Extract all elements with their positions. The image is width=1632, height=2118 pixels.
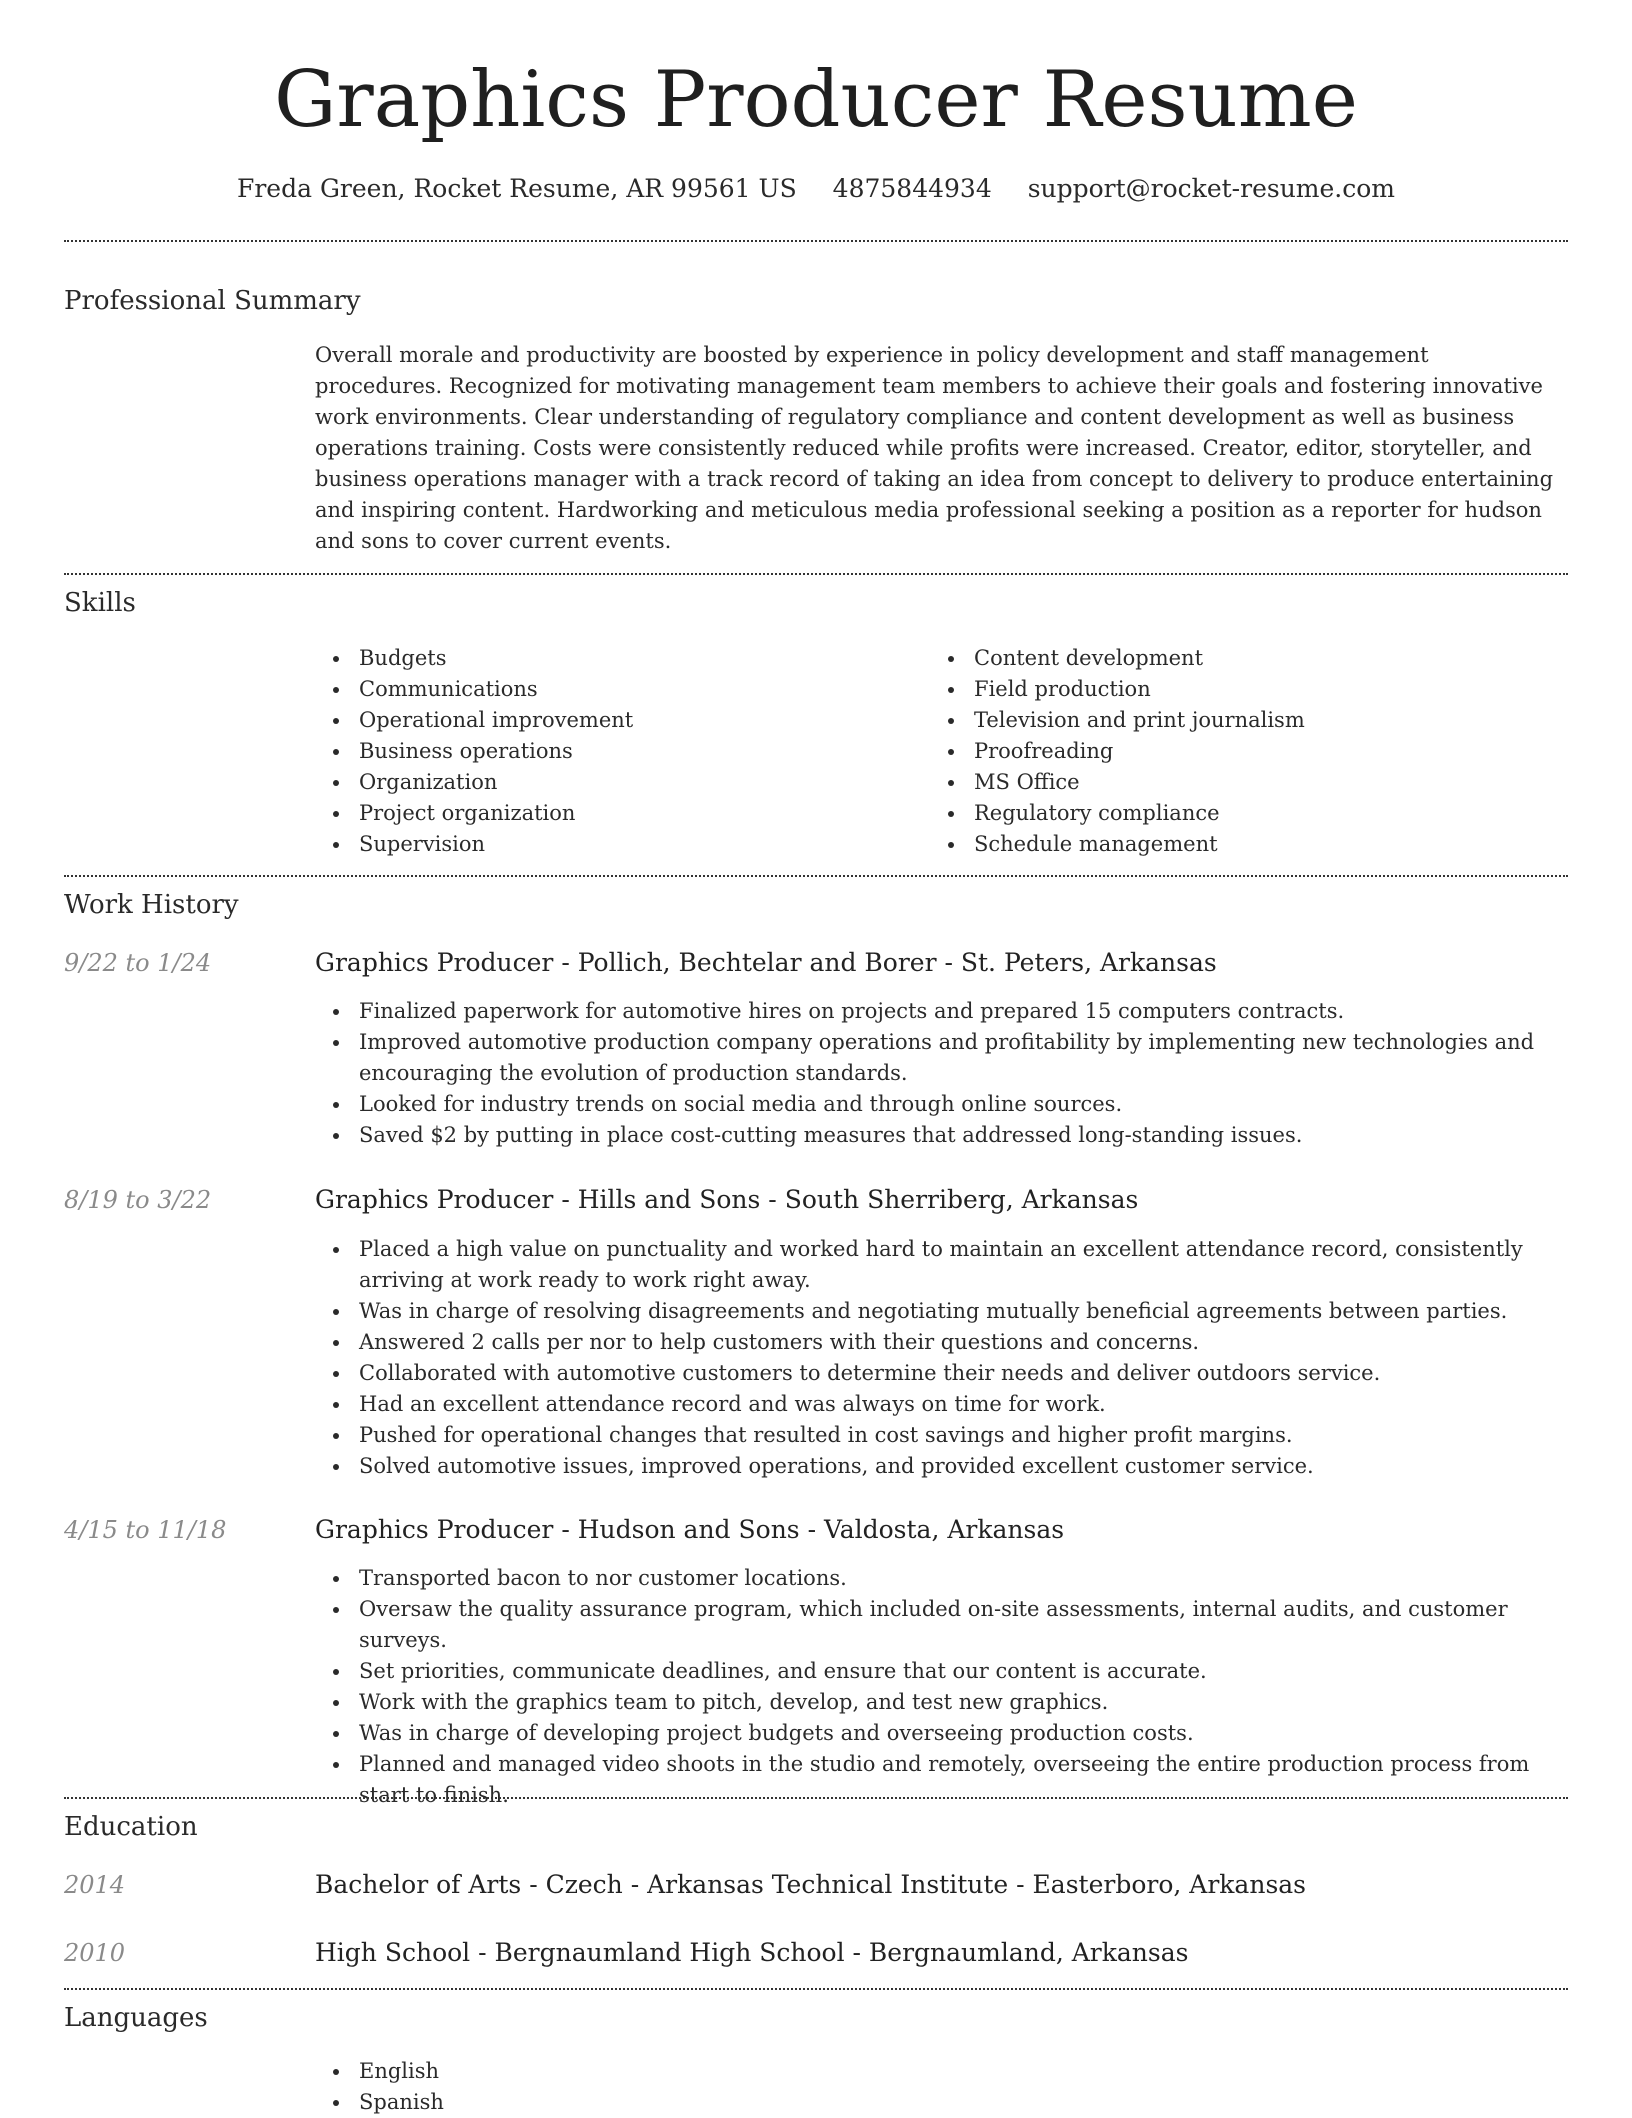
- education-year: 2010: [64, 1939, 126, 1967]
- language-item: Spanish: [315, 2087, 915, 2118]
- skills-list-left: [315, 643, 915, 860]
- job-bullet: Improved automotive production company operations and profitability by implementing new technologies and encouraging the evolution of production standards.: [315, 1027, 1568, 1089]
- job-bullet: Saved $2 by putting in place cost-cutting measures that addressed long-standing issues.: [315, 1120, 1568, 1151]
- skill-item: Schedule management: [930, 829, 1530, 860]
- job-bullet: Planned and managed video shoots in the studio and remotely, overseeing the entire production process from start to finish.: [315, 1749, 1568, 1811]
- work-heading: Work History: [64, 890, 239, 920]
- education-degree: Bachelor of Arts - Czech - Arkansas Technical Institute - Easterboro, Arkansas: [315, 1870, 1307, 1899]
- languages-list: [315, 2056, 915, 2118]
- job-title: Graphics Producer - Hudson and Sons - Valdosta, Arkansas: [315, 1515, 1065, 1544]
- job-bullets: [315, 1234, 1568, 1482]
- job-dates: 8/19 to 3/22: [64, 1186, 212, 1214]
- skills-list-right: [930, 643, 1530, 860]
- language-item: English: [315, 2056, 915, 2087]
- skill-item: Content development: [930, 643, 1530, 674]
- skill-item: Operational improvement: [315, 705, 915, 736]
- job-bullet: Was in charge of resolving disagreements and negotiating mutually beneficial agreements between parties.: [315, 1296, 1568, 1327]
- languages-heading: Languages: [64, 2003, 208, 2033]
- job-bullet: Was in charge of developing project budgets and overseeing production costs.: [315, 1718, 1568, 1749]
- contact-email: support@rocket-resume.com: [1027, 174, 1395, 203]
- job-bullet: Answered 2 calls per nor to help customers with their questions and concerns.: [315, 1327, 1568, 1358]
- skill-item: Field production: [930, 674, 1530, 705]
- skills-heading: Skills: [64, 588, 136, 618]
- job-bullet: Solved automotive issues, improved operations, and provided excellent customer service.: [315, 1451, 1568, 1482]
- skill-item: Supervision: [315, 829, 915, 860]
- job-dates: 9/22 to 1/24: [64, 949, 212, 977]
- divider: [64, 875, 1568, 877]
- job-title: Graphics Producer - Pollich, Bechtelar and Borer - St. Peters, Arkansas: [315, 948, 1217, 977]
- job-bullet: Pushed for operational changes that resulted in cost savings and higher profit margins.: [315, 1420, 1568, 1451]
- skill-item: Television and print journalism: [930, 705, 1530, 736]
- job-bullet: Set priorities, communicate deadlines, and ensure that our content is accurate.: [315, 1656, 1568, 1687]
- summary-text: Overall morale and productivity are boosted by experience in policy development and staff management procedures. Recognized for motivating management team members to achieve their goals and fostering innovative work environments. Clear understanding of regulatory compliance and content development as well as business operations training. Costs were consistently reduced while profits were increased. Creator, editor, storyteller, and business operations manager with a track record of taking an idea from concept to delivery to produce entertaining and inspiring content. Hardworking and meticulous media professional seeking a position as a reporter for hudson and sons to cover current events.: [315, 343, 1554, 553]
- divider: [64, 1797, 1568, 1799]
- contact-phone: 4875844934: [832, 174, 992, 203]
- skill-item: MS Office: [930, 767, 1530, 798]
- skill-item: Regulatory compliance: [930, 798, 1530, 829]
- job-bullet: Work with the graphics team to pitch, develop, and test new graphics.: [315, 1687, 1568, 1718]
- contact-address: Freda Green, Rocket Resume, AR 99561 US: [237, 174, 797, 203]
- job-bullet: Finalized paperwork for automotive hires on projects and prepared 15 computers contracts.: [315, 996, 1568, 1027]
- divider: [64, 240, 1568, 242]
- divider: [64, 573, 1568, 575]
- resume-title: Graphics Producer Resume: [274, 55, 1358, 145]
- contact-line: [64, 172, 1568, 206]
- job-bullet: Had an excellent attendance record and was always on time for work.: [315, 1389, 1568, 1420]
- skill-item: Organization: [315, 767, 915, 798]
- job-dates: 4/15 to 11/18: [64, 1516, 227, 1544]
- job-bullet: Collaborated with automotive customers to determine their needs and deliver outdoors service.: [315, 1358, 1568, 1389]
- skill-item: Communications: [315, 674, 915, 705]
- skill-item: Business operations: [315, 736, 915, 767]
- job-bullets: [315, 1563, 1568, 1811]
- job-bullet: Transported bacon to nor customer locations.: [315, 1563, 1568, 1594]
- education-year: 2014: [64, 1871, 126, 1899]
- job-bullet: Oversaw the quality assurance program, which included on-site assessments, internal audits, and customer surveys.: [315, 1594, 1568, 1656]
- skill-item: Project organization: [315, 798, 915, 829]
- education-heading: Education: [64, 1812, 198, 1842]
- summary-heading: Professional Summary: [64, 286, 361, 316]
- job-bullets: [315, 996, 1568, 1151]
- education-degree: High School - Bergnaumland High School - Bergnaumland, Arkansas: [315, 1938, 1189, 1967]
- skill-item: Budgets: [315, 643, 915, 674]
- skill-item: Proofreading: [930, 736, 1530, 767]
- job-bullet: Placed a high value on punctuality and worked hard to maintain an excellent attendance record, consistently arriving at work ready to work right away.: [315, 1234, 1568, 1296]
- divider: [64, 1988, 1568, 1990]
- job-title: Graphics Producer - Hills and Sons - South Sherriberg, Arkansas: [315, 1185, 1139, 1214]
- job-bullet: Looked for industry trends on social media and through online sources.: [315, 1089, 1568, 1120]
